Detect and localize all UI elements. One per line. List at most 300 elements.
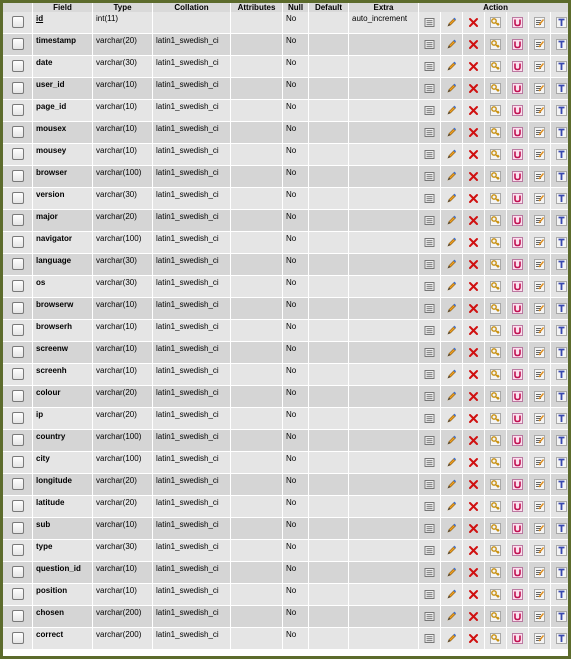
- row-checkbox[interactable]: [12, 324, 24, 336]
- edit-pencil-icon[interactable]: [446, 589, 457, 600]
- field-default: [309, 518, 349, 540]
- fulltext-icon[interactable]: [556, 369, 567, 380]
- browse-distinct-icon[interactable]: [424, 127, 435, 138]
- primary-key-icon[interactable]: [490, 633, 501, 644]
- field-collation: latin1_swedish_ci: [153, 122, 231, 144]
- action-cell: [529, 78, 551, 100]
- primary-key-icon[interactable]: [490, 215, 501, 226]
- row-checkbox[interactable]: [12, 500, 24, 512]
- field-collation: latin1_swedish_ci: [153, 540, 231, 562]
- table-row: [3, 254, 568, 276]
- drop-x-icon[interactable]: [468, 435, 479, 446]
- index-icon[interactable]: [534, 611, 545, 622]
- fulltext-icon[interactable]: [556, 523, 567, 534]
- row-checkbox[interactable]: [12, 104, 24, 116]
- primary-key-icon[interactable]: [490, 83, 501, 94]
- fulltext-icon[interactable]: [556, 589, 567, 600]
- drop-x-icon[interactable]: [468, 501, 479, 512]
- browse-distinct-icon[interactable]: [424, 589, 435, 600]
- drop-x-icon[interactable]: [468, 39, 479, 50]
- row-checkbox[interactable]: [12, 566, 24, 578]
- row-checkbox[interactable]: [12, 170, 24, 182]
- action-cell: [507, 78, 529, 100]
- header-collation: Collation: [153, 3, 231, 12]
- row-checkbox[interactable]: [12, 148, 24, 160]
- unique-icon[interactable]: [512, 347, 523, 358]
- primary-key-icon[interactable]: [490, 237, 501, 248]
- browse-distinct-icon[interactable]: [424, 39, 435, 50]
- edit-pencil-icon[interactable]: [446, 347, 457, 358]
- index-icon[interactable]: [534, 193, 545, 204]
- row-checkbox[interactable]: [12, 522, 24, 534]
- action-cell: [485, 34, 507, 56]
- edit-pencil-icon[interactable]: [446, 633, 457, 644]
- edit-pencil-icon[interactable]: [446, 61, 457, 72]
- primary-key-icon[interactable]: [490, 413, 501, 424]
- browse-distinct-icon[interactable]: [424, 149, 435, 160]
- browse-distinct-icon[interactable]: [424, 171, 435, 182]
- unique-icon[interactable]: [512, 193, 523, 204]
- drop-x-icon[interactable]: [468, 83, 479, 94]
- field-name-text: id: [36, 14, 44, 23]
- index-icon[interactable]: [534, 259, 545, 270]
- edit-pencil-icon[interactable]: [446, 501, 457, 512]
- fulltext-icon[interactable]: [556, 435, 567, 446]
- drop-x-icon[interactable]: [468, 171, 479, 182]
- primary-key-icon[interactable]: [490, 127, 501, 138]
- drop-x-icon[interactable]: [468, 369, 479, 380]
- drop-x-icon[interactable]: [468, 413, 479, 424]
- action-cell: [529, 56, 551, 78]
- drop-x-icon[interactable]: [468, 633, 479, 644]
- drop-x-icon[interactable]: [468, 149, 479, 160]
- browse-distinct-icon[interactable]: [424, 545, 435, 556]
- action-cell: [485, 540, 507, 562]
- row-checkbox[interactable]: [12, 82, 24, 94]
- index-icon[interactable]: [534, 347, 545, 358]
- unique-icon[interactable]: [512, 523, 523, 534]
- browse-distinct-icon[interactable]: [424, 479, 435, 490]
- edit-pencil-icon[interactable]: [446, 149, 457, 160]
- unique-icon[interactable]: [512, 105, 523, 116]
- action-cell: [419, 518, 441, 540]
- primary-key-icon[interactable]: [490, 149, 501, 160]
- browse-distinct-icon[interactable]: [424, 281, 435, 292]
- index-icon[interactable]: [534, 457, 545, 468]
- index-icon[interactable]: [534, 127, 545, 138]
- unique-icon[interactable]: [512, 39, 523, 50]
- action-cell: [419, 298, 441, 320]
- action-cell: [419, 232, 441, 254]
- action-cell: [485, 276, 507, 298]
- drop-x-icon[interactable]: [468, 523, 479, 534]
- unique-icon[interactable]: [512, 611, 523, 622]
- row-checkbox[interactable]: [12, 258, 24, 270]
- unique-icon[interactable]: [512, 633, 523, 644]
- edit-pencil-icon[interactable]: [446, 479, 457, 490]
- unique-icon[interactable]: [512, 391, 523, 402]
- index-icon[interactable]: [534, 61, 545, 72]
- row-checkbox-cell: [3, 210, 33, 232]
- browse-distinct-icon[interactable]: [424, 633, 435, 644]
- unique-icon[interactable]: [512, 325, 523, 336]
- browse-distinct-icon[interactable]: [424, 369, 435, 380]
- fulltext-icon[interactable]: [556, 413, 567, 424]
- action-cell: [463, 606, 485, 628]
- browse-distinct-icon[interactable]: [424, 523, 435, 534]
- action-cell: [419, 628, 441, 650]
- action-cell: [551, 628, 568, 650]
- drop-x-icon[interactable]: [468, 479, 479, 490]
- edit-pencil-icon[interactable]: [446, 215, 457, 226]
- primary-key-icon[interactable]: [490, 171, 501, 182]
- row-checkbox[interactable]: [12, 390, 24, 402]
- fulltext-icon[interactable]: [556, 633, 567, 644]
- primary-key-icon[interactable]: [490, 193, 501, 204]
- action-cell: [551, 166, 568, 188]
- index-icon[interactable]: [534, 391, 545, 402]
- index-icon[interactable]: [534, 589, 545, 600]
- unique-icon[interactable]: [512, 567, 523, 578]
- browse-distinct-icon[interactable]: [424, 259, 435, 270]
- row-checkbox[interactable]: [12, 214, 24, 226]
- table-row: [3, 12, 568, 34]
- browse-distinct-icon[interactable]: [424, 325, 435, 336]
- action-cell: [507, 408, 529, 430]
- edit-pencil-icon[interactable]: [446, 325, 457, 336]
- edit-pencil-icon[interactable]: [446, 435, 457, 446]
- edit-pencil-icon[interactable]: [446, 391, 457, 402]
- action-cell: [419, 210, 441, 232]
- action-cell: [441, 56, 463, 78]
- fulltext-icon[interactable]: [556, 479, 567, 490]
- unique-icon[interactable]: [512, 281, 523, 292]
- edit-pencil-icon[interactable]: [446, 105, 457, 116]
- row-checkbox-cell: [3, 364, 33, 386]
- fulltext-icon[interactable]: [556, 325, 567, 336]
- action-cell: [419, 78, 441, 100]
- action-cell: [529, 298, 551, 320]
- index-icon[interactable]: [534, 215, 545, 226]
- drop-x-icon[interactable]: [468, 259, 479, 270]
- header-field[interactable]: Field: [33, 3, 93, 12]
- unique-icon[interactable]: [512, 501, 523, 512]
- primary-key-icon[interactable]: [490, 347, 501, 358]
- header-extra: Extra: [349, 3, 419, 12]
- action-cell: [529, 540, 551, 562]
- field-name: [33, 232, 93, 254]
- action-cell: [551, 100, 568, 122]
- row-checkbox[interactable]: [12, 412, 24, 424]
- primary-key-icon[interactable]: [490, 259, 501, 270]
- browse-distinct-icon[interactable]: [424, 347, 435, 358]
- edit-pencil-icon[interactable]: [446, 523, 457, 534]
- edit-pencil-icon[interactable]: [446, 303, 457, 314]
- browse-distinct-icon[interactable]: [424, 457, 435, 468]
- edit-pencil-icon[interactable]: [446, 259, 457, 270]
- edit-pencil-icon[interactable]: [446, 611, 457, 622]
- index-icon[interactable]: [534, 149, 545, 160]
- drop-x-icon[interactable]: [468, 105, 479, 116]
- fulltext-icon[interactable]: [556, 259, 567, 270]
- field-attributes: [231, 474, 283, 496]
- edit-pencil-icon[interactable]: [446, 369, 457, 380]
- primary-key-icon[interactable]: [490, 17, 501, 28]
- row-checkbox[interactable]: [12, 610, 24, 622]
- unique-icon[interactable]: [512, 435, 523, 446]
- row-checkbox[interactable]: [12, 16, 24, 28]
- browse-distinct-icon[interactable]: [424, 193, 435, 204]
- drop-x-icon[interactable]: [468, 567, 479, 578]
- primary-key-icon[interactable]: [490, 325, 501, 336]
- unique-icon[interactable]: [512, 259, 523, 270]
- unique-icon[interactable]: [512, 303, 523, 314]
- fulltext-icon[interactable]: [556, 61, 567, 72]
- row-checkbox[interactable]: [12, 478, 24, 490]
- edit-pencil-icon[interactable]: [446, 39, 457, 50]
- row-checkbox[interactable]: [12, 126, 24, 138]
- primary-key-icon[interactable]: [490, 303, 501, 314]
- fulltext-icon[interactable]: [556, 127, 567, 138]
- action-cell: [485, 364, 507, 386]
- browse-distinct-icon[interactable]: [424, 501, 435, 512]
- fulltext-icon[interactable]: [556, 17, 567, 28]
- drop-x-icon[interactable]: [468, 17, 479, 28]
- index-icon[interactable]: [534, 17, 545, 28]
- row-checkbox-cell: [3, 166, 33, 188]
- field-extra: [349, 364, 419, 386]
- action-cell: [441, 144, 463, 166]
- row-checkbox[interactable]: [12, 236, 24, 248]
- fulltext-icon[interactable]: [556, 171, 567, 182]
- edit-pencil-icon[interactable]: [446, 281, 457, 292]
- fulltext-icon[interactable]: [556, 237, 567, 248]
- table-row: [3, 232, 568, 254]
- field-name: [33, 342, 93, 364]
- browse-distinct-icon[interactable]: [424, 611, 435, 622]
- edit-pencil-icon[interactable]: [446, 567, 457, 578]
- edit-pencil-icon[interactable]: [446, 413, 457, 424]
- field-name-text: sub: [36, 520, 51, 529]
- index-icon[interactable]: [534, 303, 545, 314]
- primary-key-icon[interactable]: [490, 435, 501, 446]
- unique-icon[interactable]: [512, 589, 523, 600]
- row-checkbox[interactable]: [12, 434, 24, 446]
- fulltext-icon[interactable]: [556, 567, 567, 578]
- field-name: [33, 12, 93, 34]
- drop-x-icon[interactable]: [468, 457, 479, 468]
- action-cell: [463, 584, 485, 606]
- row-checkbox[interactable]: [12, 456, 24, 468]
- index-icon[interactable]: [534, 501, 545, 512]
- drop-x-icon[interactable]: [468, 281, 479, 292]
- drop-x-icon[interactable]: [468, 215, 479, 226]
- table-row: [3, 474, 568, 496]
- unique-icon[interactable]: [512, 237, 523, 248]
- fulltext-icon[interactable]: [556, 83, 567, 94]
- unique-icon[interactable]: [512, 215, 523, 226]
- primary-key-icon[interactable]: [490, 479, 501, 490]
- drop-x-icon[interactable]: [468, 391, 479, 402]
- unique-icon[interactable]: [512, 413, 523, 424]
- field-collation: latin1_swedish_ci: [153, 518, 231, 540]
- drop-x-icon[interactable]: [468, 325, 479, 336]
- field-attributes: [231, 78, 283, 100]
- index-icon[interactable]: [534, 567, 545, 578]
- index-icon[interactable]: [534, 171, 545, 182]
- index-icon[interactable]: [534, 413, 545, 424]
- action-cell: [551, 518, 568, 540]
- field-null: No: [283, 342, 309, 364]
- primary-key-icon[interactable]: [490, 611, 501, 622]
- field-extra: [349, 474, 419, 496]
- fulltext-icon[interactable]: [556, 215, 567, 226]
- browse-distinct-icon[interactable]: [424, 567, 435, 578]
- browse-distinct-icon[interactable]: [424, 105, 435, 116]
- action-cell: [507, 386, 529, 408]
- browse-distinct-icon[interactable]: [424, 413, 435, 424]
- index-icon[interactable]: [534, 105, 545, 116]
- action-cell: [441, 12, 463, 34]
- browse-distinct-icon[interactable]: [424, 435, 435, 446]
- primary-key-icon[interactable]: [490, 369, 501, 380]
- action-cell: [529, 122, 551, 144]
- edit-pencil-icon[interactable]: [446, 17, 457, 28]
- row-checkbox[interactable]: [12, 346, 24, 358]
- row-checkbox[interactable]: [12, 60, 24, 72]
- unique-icon[interactable]: [512, 17, 523, 28]
- browse-distinct-icon[interactable]: [424, 391, 435, 402]
- edit-pencil-icon[interactable]: [446, 83, 457, 94]
- index-icon[interactable]: [534, 39, 545, 50]
- fulltext-icon[interactable]: [556, 347, 567, 358]
- unique-icon[interactable]: [512, 369, 523, 380]
- unique-icon[interactable]: [512, 127, 523, 138]
- edit-pencil-icon[interactable]: [446, 193, 457, 204]
- index-icon[interactable]: [534, 633, 545, 644]
- row-checkbox[interactable]: [12, 368, 24, 380]
- primary-key-icon[interactable]: [490, 567, 501, 578]
- field-name: [33, 518, 93, 540]
- drop-x-icon[interactable]: [468, 545, 479, 556]
- primary-key-icon[interactable]: [490, 391, 501, 402]
- row-checkbox[interactable]: [12, 38, 24, 50]
- drop-x-icon[interactable]: [468, 127, 479, 138]
- row-checkbox-cell: [3, 100, 33, 122]
- index-icon[interactable]: [534, 545, 545, 556]
- index-icon[interactable]: [534, 83, 545, 94]
- unique-icon[interactable]: [512, 83, 523, 94]
- primary-key-icon[interactable]: [490, 457, 501, 468]
- unique-icon[interactable]: [512, 545, 523, 556]
- fulltext-icon[interactable]: [556, 39, 567, 50]
- fulltext-icon[interactable]: [556, 501, 567, 512]
- field-type: varchar(10): [93, 342, 153, 364]
- primary-key-icon[interactable]: [490, 61, 501, 72]
- primary-key-icon[interactable]: [490, 523, 501, 534]
- field-type: int(11): [93, 12, 153, 34]
- drop-x-icon[interactable]: [468, 589, 479, 600]
- field-attributes: [231, 144, 283, 166]
- drop-x-icon[interactable]: [468, 347, 479, 358]
- primary-key-icon[interactable]: [490, 281, 501, 292]
- browse-distinct-icon[interactable]: [424, 303, 435, 314]
- action-cell: [529, 12, 551, 34]
- browse-distinct-icon[interactable]: [424, 215, 435, 226]
- field-collation: latin1_swedish_ci: [153, 254, 231, 276]
- action-cell: [441, 210, 463, 232]
- primary-key-icon[interactable]: [490, 589, 501, 600]
- field-name: [33, 628, 93, 650]
- action-cell: [441, 540, 463, 562]
- index-icon[interactable]: [534, 325, 545, 336]
- action-cell: [529, 496, 551, 518]
- index-icon[interactable]: [534, 479, 545, 490]
- field-extra: [349, 386, 419, 408]
- index-icon[interactable]: [534, 435, 545, 446]
- fulltext-icon[interactable]: [556, 281, 567, 292]
- primary-key-icon[interactable]: [490, 39, 501, 50]
- edit-pencil-icon[interactable]: [446, 127, 457, 138]
- unique-icon[interactable]: [512, 171, 523, 182]
- browse-distinct-icon[interactable]: [424, 237, 435, 248]
- field-attributes: [231, 540, 283, 562]
- edit-pencil-icon[interactable]: [446, 545, 457, 556]
- field-default: [309, 386, 349, 408]
- action-cell: [419, 430, 441, 452]
- primary-key-icon[interactable]: [490, 105, 501, 116]
- fulltext-icon[interactable]: [556, 611, 567, 622]
- index-icon[interactable]: [534, 281, 545, 292]
- field-default: [309, 430, 349, 452]
- action-cell: [419, 386, 441, 408]
- unique-icon[interactable]: [512, 479, 523, 490]
- row-checkbox[interactable]: [12, 192, 24, 204]
- drop-x-icon[interactable]: [468, 61, 479, 72]
- unique-icon[interactable]: [512, 457, 523, 468]
- row-checkbox[interactable]: [12, 302, 24, 314]
- fulltext-icon[interactable]: [556, 105, 567, 116]
- fulltext-icon[interactable]: [556, 149, 567, 160]
- fulltext-icon[interactable]: [556, 457, 567, 468]
- browse-distinct-icon[interactable]: [424, 61, 435, 72]
- row-checkbox[interactable]: [12, 544, 24, 556]
- row-checkbox[interactable]: [12, 632, 24, 644]
- row-checkbox[interactable]: [12, 588, 24, 600]
- index-icon[interactable]: [534, 237, 545, 248]
- fulltext-icon[interactable]: [556, 391, 567, 402]
- fulltext-icon[interactable]: [556, 545, 567, 556]
- fulltext-icon[interactable]: [556, 193, 567, 204]
- browse-distinct-icon[interactable]: [424, 17, 435, 28]
- drop-x-icon[interactable]: [468, 237, 479, 248]
- primary-key-icon[interactable]: [490, 501, 501, 512]
- drop-x-icon[interactable]: [468, 193, 479, 204]
- edit-pencil-icon[interactable]: [446, 237, 457, 248]
- row-checkbox[interactable]: [12, 280, 24, 292]
- index-icon[interactable]: [534, 369, 545, 380]
- index-icon[interactable]: [534, 523, 545, 534]
- primary-key-icon[interactable]: [490, 545, 501, 556]
- fulltext-icon[interactable]: [556, 303, 567, 314]
- browse-distinct-icon[interactable]: [424, 83, 435, 94]
- unique-icon[interactable]: [512, 61, 523, 72]
- drop-x-icon[interactable]: [468, 303, 479, 314]
- edit-pencil-icon[interactable]: [446, 457, 457, 468]
- unique-icon[interactable]: [512, 149, 523, 160]
- drop-x-icon[interactable]: [468, 611, 479, 622]
- edit-pencil-icon[interactable]: [446, 171, 457, 182]
